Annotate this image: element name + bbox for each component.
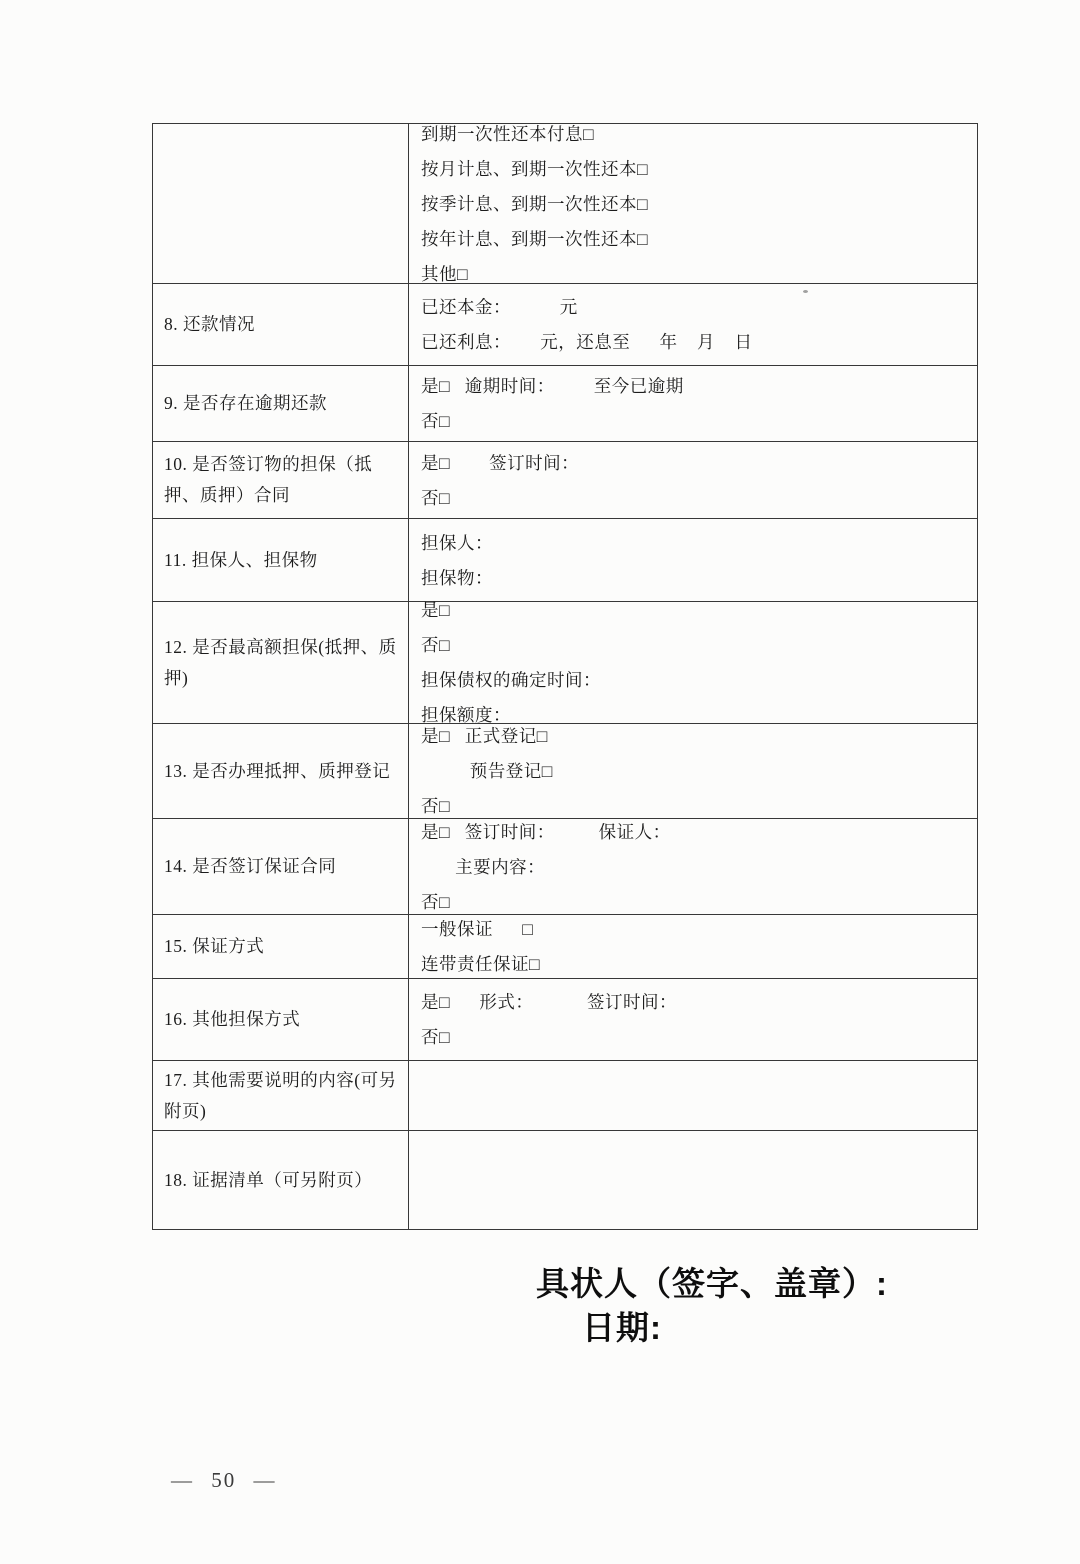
table-row [153, 124, 977, 284]
checkbox-option[interactable]: 预告登记□ [421, 761, 553, 781]
row-content [409, 1061, 977, 1130]
page-number: — 50 — [171, 1468, 277, 1492]
table-row [153, 724, 977, 819]
row-content [409, 124, 977, 283]
checkbox-option[interactable]: 否□ [421, 1027, 451, 1047]
row-label: 15. 保证方式 [153, 915, 409, 978]
row-content [409, 915, 977, 978]
table-row [153, 1061, 977, 1131]
row-content [409, 602, 977, 723]
field-label: 已还本金： 元 [421, 297, 578, 317]
table-row [153, 602, 977, 724]
row-content [409, 284, 977, 365]
row-content [409, 442, 977, 518]
row-label: 18. 证据清单（可另附页） [153, 1131, 409, 1229]
row-label: 17. 其他需要说明的内容(可另附页) [153, 1061, 409, 1130]
row-label: 11. 担保人、担保物 [153, 519, 409, 601]
field-label: 主要内容： [421, 856, 546, 877]
checkbox-option[interactable]: 是□ 形式： 签订时间： [421, 992, 677, 1012]
checkbox-option[interactable]: 是□ 正式登记□ [421, 726, 548, 746]
row-label [153, 124, 409, 283]
field-label: 担保人： [421, 532, 493, 553]
table-row [153, 284, 977, 366]
checkbox-option[interactable]: 否□ [421, 635, 451, 655]
checkbox-option[interactable]: 到期一次性还本付息□ [421, 123, 595, 144]
row-label: 14. 是否签订保证合同 [153, 819, 409, 914]
date-label: 日期: [582, 1309, 662, 1346]
field-label: 已还利息： 元，还息至 年 月 日 [421, 332, 753, 352]
table-row [153, 979, 977, 1061]
table-row [153, 442, 977, 519]
checkbox-option[interactable]: 是□ 签订时间： [421, 452, 580, 473]
row-content [409, 819, 977, 914]
checkbox-option[interactable]: 连带责任保证□ [421, 954, 541, 974]
checkbox-option[interactable]: 否□ [421, 487, 451, 508]
table-row [153, 915, 977, 979]
field-label: 担保额度： [421, 705, 511, 725]
signer-label: 具状人（签字、盖章）: [536, 1265, 888, 1302]
form-table [152, 123, 978, 1230]
checkbox-option[interactable]: 是□ [421, 600, 451, 620]
scan-speck [803, 290, 808, 293]
checkbox-option[interactable]: 按年计息、到期一次性还本□ [421, 228, 649, 249]
table-row [153, 519, 977, 602]
row-label: 12. 是否最高额担保(抵押、质押) [153, 602, 409, 723]
row-label: 16. 其他担保方式 [153, 979, 409, 1060]
checkbox-option[interactable]: 按月计息、到期一次性还本□ [421, 158, 649, 179]
row-content [409, 519, 977, 601]
table-row [153, 1131, 977, 1229]
row-label: 10. 是否签订物的担保（抵押、质押）合同 [153, 442, 409, 518]
checkbox-option[interactable]: 是□ 签订时间： 保证人： [421, 821, 671, 842]
row-label: 8. 还款情况 [153, 284, 409, 365]
table-row [153, 819, 977, 915]
table-row [153, 366, 977, 442]
field-label: 担保债权的确定时间： [421, 670, 601, 690]
row-label: 9. 是否存在逾期还款 [153, 366, 409, 441]
row-content [409, 1131, 977, 1229]
row-content [409, 366, 977, 441]
row-content [409, 724, 977, 818]
field-label: 担保物： [421, 567, 493, 588]
row-label: 13. 是否办理抵押、质押登记 [153, 724, 409, 818]
checkbox-option[interactable]: 是□ 逾期时间： 至今已逾期 [421, 376, 684, 396]
checkbox-option[interactable]: 否□ [421, 796, 451, 816]
checkbox-option[interactable]: 否□ [421, 411, 451, 431]
checkbox-option[interactable]: 其他□ [421, 263, 469, 284]
checkbox-option[interactable]: 否□ [421, 891, 451, 912]
checkbox-option[interactable]: 按季计息、到期一次性还本□ [421, 193, 649, 214]
row-content [409, 979, 977, 1060]
signature-block [536, 1262, 888, 1350]
checkbox-option[interactable]: 一般保证 □ [421, 919, 534, 939]
